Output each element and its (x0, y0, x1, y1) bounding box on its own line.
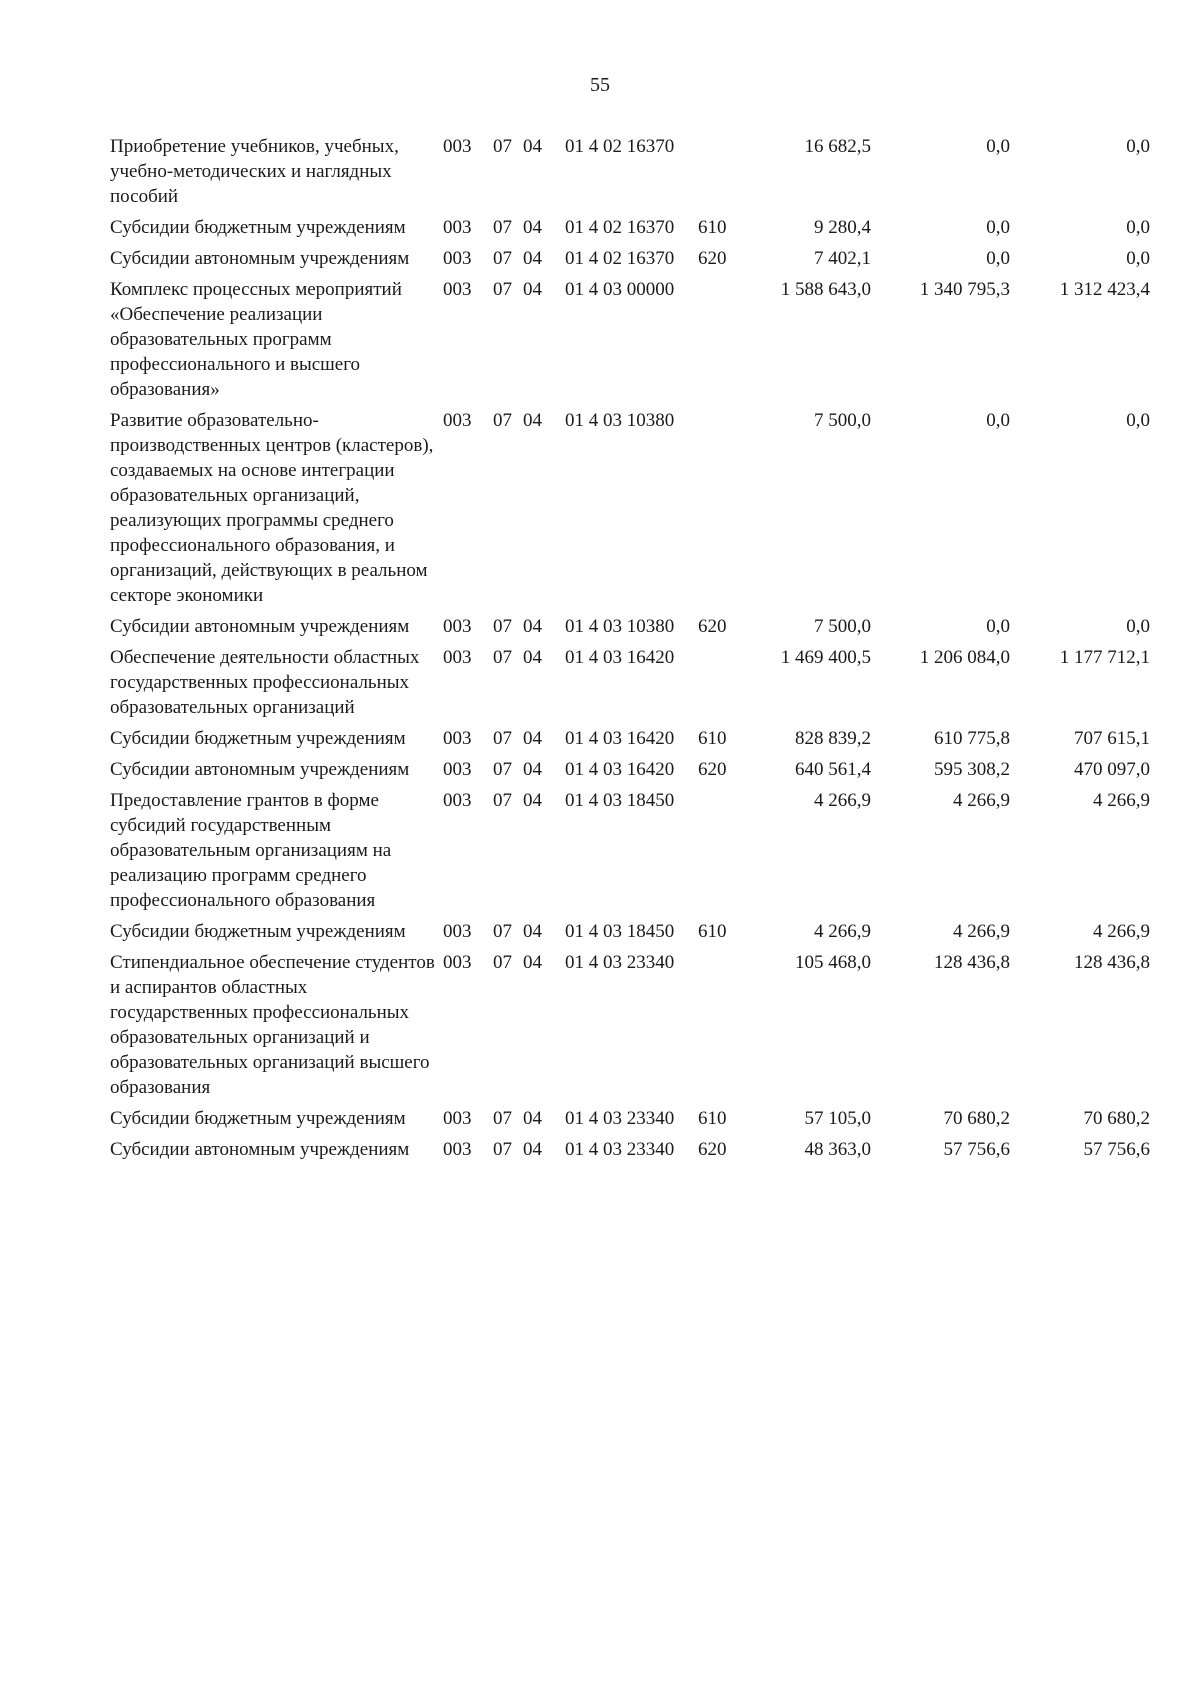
expense-type-code (696, 277, 751, 402)
amount-year-3: 4 266,9 (1093, 790, 1150, 811)
amount-year-3: 70 680,2 (1083, 1108, 1150, 1129)
expense-type-code (696, 134, 751, 209)
grbs-code: 003 (443, 136, 472, 157)
row-name: Субсидии автономным учреждениям (110, 1139, 410, 1160)
section-code: 07 (493, 759, 512, 780)
amount-year-3: 470 097,0 (1074, 759, 1150, 780)
grbs-code: 003 (443, 217, 472, 238)
expense-type-code: 620 (698, 759, 727, 780)
page-number: 55 (590, 74, 610, 96)
row-name: Комплекс процессных мероприятий «Обеспечение реализации образовательных программ профессионального и высшего образования» (110, 279, 402, 400)
grbs-code: 003 (443, 616, 472, 637)
expense-type-code: 610 (698, 1108, 727, 1129)
subsection-code: 04 (523, 790, 542, 811)
row-name: Субсидии бюджетным учреждениям (110, 921, 406, 942)
row-name: Субсидии автономным учреждениям (110, 759, 410, 780)
section-code: 07 (493, 410, 512, 431)
table-row (110, 277, 1170, 402)
amount-year-1: 48 363,0 (804, 1139, 871, 1160)
section-code: 07 (493, 790, 512, 811)
target-article-code: 01 4 03 23340 (565, 952, 675, 973)
expense-type-code: 610 (698, 921, 727, 942)
amount-year-2: 1 206 084,0 (919, 647, 1010, 668)
amount-year-1: 7 500,0 (814, 410, 871, 431)
target-article-code: 01 4 03 00000 (565, 279, 675, 300)
amount-year-2: 0,0 (986, 217, 1010, 238)
table-row (110, 1137, 1170, 1162)
amount-year-2: 4 266,9 (953, 790, 1010, 811)
expense-type-code: 620 (698, 616, 727, 637)
budget-table (110, 134, 1170, 1168)
row-name: Стипендиальное обеспечение студентов и аспирантов областных государственных профессиональных образовательных организаций и образовательных организаций высшего образования (110, 952, 435, 1098)
table-row (110, 614, 1170, 639)
amount-year-2: 595 308,2 (934, 759, 1010, 780)
target-article-code: 01 4 03 18450 (565, 921, 675, 942)
amount-year-1: 828 839,2 (795, 728, 871, 749)
row-name: Субсидии автономным учреждениям (110, 616, 410, 637)
section-code: 07 (493, 279, 512, 300)
amount-year-2: 70 680,2 (943, 1108, 1010, 1129)
grbs-code: 003 (443, 410, 472, 431)
subsection-code: 04 (523, 647, 542, 668)
amount-year-1: 4 266,9 (814, 921, 871, 942)
amount-year-2: 0,0 (986, 410, 1010, 431)
target-article-code: 01 4 03 23340 (565, 1108, 675, 1129)
grbs-code: 003 (443, 790, 472, 811)
row-name: Субсидии бюджетным учреждениям (110, 1108, 406, 1129)
amount-year-1: 640 561,4 (795, 759, 871, 780)
section-code: 07 (493, 1108, 512, 1129)
table-row (110, 134, 1170, 209)
table-row (110, 950, 1170, 1100)
row-name: Приобретение учебников, учебных, учебно-методических и наглядных пособий (110, 136, 399, 207)
grbs-code: 003 (443, 1108, 472, 1129)
target-article-code: 01 4 03 16420 (565, 759, 675, 780)
section-code: 07 (493, 217, 512, 238)
table-row (110, 215, 1170, 240)
table-row (110, 726, 1170, 751)
amount-year-3: 4 266,9 (1093, 921, 1150, 942)
subsection-code: 04 (523, 217, 542, 238)
amount-year-3: 0,0 (1126, 616, 1150, 637)
section-code: 07 (493, 248, 512, 269)
row-name: Субсидии автономным учреждениям (110, 248, 410, 269)
expense-type-code (696, 788, 751, 913)
expense-type-code: 610 (698, 217, 727, 238)
amount-year-1: 105 468,0 (795, 952, 871, 973)
target-article-code: 01 4 03 16420 (565, 728, 675, 749)
target-article-code: 01 4 02 16370 (565, 248, 675, 269)
amount-year-3: 1 177 712,1 (1059, 647, 1150, 668)
subsection-code: 04 (523, 728, 542, 749)
target-article-code: 01 4 03 16420 (565, 647, 675, 668)
grbs-code: 003 (443, 728, 472, 749)
amount-year-1: 1 469 400,5 (780, 647, 871, 668)
amount-year-2: 4 266,9 (953, 921, 1010, 942)
amount-year-3: 707 615,1 (1074, 728, 1150, 749)
row-name: Предоставление грантов в форме субсидий государственным образовательным организациям на реализацию программ среднего профессионального образования (110, 790, 392, 911)
expense-type-code (696, 408, 751, 608)
subsection-code: 04 (523, 759, 542, 780)
amount-year-2: 57 756,6 (943, 1139, 1010, 1160)
target-article-code: 01 4 02 16370 (565, 136, 675, 157)
row-name: Субсидии бюджетным учреждениям (110, 217, 406, 238)
amount-year-1: 9 280,4 (814, 217, 871, 238)
subsection-code: 04 (523, 1108, 542, 1129)
amount-year-2: 0,0 (986, 248, 1010, 269)
amount-year-1: 7 402,1 (814, 248, 871, 269)
expense-type-code (696, 950, 751, 1100)
table-row (110, 788, 1170, 913)
subsection-code: 04 (523, 1139, 542, 1160)
row-name: Развитие образовательно-производственных центров (кластеров), создаваемых на основе интеграции образовательных организаций, реализующих программы среднего профессионального образования, и организаций, действующих в реальном секторе экономики (110, 410, 434, 606)
amount-year-1: 7 500,0 (814, 616, 871, 637)
grbs-code: 003 (443, 921, 472, 942)
subsection-code: 04 (523, 248, 542, 269)
amount-year-2: 0,0 (986, 136, 1010, 157)
subsection-code: 04 (523, 616, 542, 637)
grbs-code: 003 (443, 248, 472, 269)
amount-year-3: 0,0 (1126, 136, 1150, 157)
subsection-code: 04 (523, 410, 542, 431)
table-row (110, 246, 1170, 271)
amount-year-3: 57 756,6 (1083, 1139, 1150, 1160)
section-code: 07 (493, 136, 512, 157)
subsection-code: 04 (523, 136, 542, 157)
subsection-code: 04 (523, 279, 542, 300)
expense-type-code: 610 (698, 728, 727, 749)
table-row (110, 757, 1170, 782)
row-name: Субсидии бюджетным учреждениям (110, 728, 406, 749)
target-article-code: 01 4 02 16370 (565, 217, 675, 238)
grbs-code: 003 (443, 647, 472, 668)
table-row (110, 645, 1170, 720)
target-article-code: 01 4 03 23340 (565, 1139, 675, 1160)
target-article-code: 01 4 03 10380 (565, 616, 675, 637)
amount-year-1: 1 588 643,0 (780, 279, 871, 300)
grbs-code: 003 (443, 279, 472, 300)
amount-year-3: 128 436,8 (1074, 952, 1150, 973)
expense-type-code: 620 (698, 248, 727, 269)
target-article-code: 01 4 03 18450 (565, 790, 675, 811)
amount-year-2: 128 436,8 (934, 952, 1010, 973)
target-article-code: 01 4 03 10380 (565, 410, 675, 431)
grbs-code: 003 (443, 952, 472, 973)
table-row (110, 408, 1170, 608)
table-row (110, 1106, 1170, 1131)
amount-year-2: 0,0 (986, 616, 1010, 637)
grbs-code: 003 (443, 759, 472, 780)
subsection-code: 04 (523, 952, 542, 973)
amount-year-3: 1 312 423,4 (1059, 279, 1150, 300)
amount-year-1: 4 266,9 (814, 790, 871, 811)
amount-year-3: 0,0 (1126, 217, 1150, 238)
subsection-code: 04 (523, 921, 542, 942)
amount-year-2: 610 775,8 (934, 728, 1010, 749)
amount-year-1: 16 682,5 (804, 136, 871, 157)
amount-year-3: 0,0 (1126, 410, 1150, 431)
section-code: 07 (493, 616, 512, 637)
amount-year-2: 1 340 795,3 (919, 279, 1010, 300)
row-name: Обеспечение деятельности областных государственных профессиональных образовательных организаций (110, 647, 420, 718)
section-code: 07 (493, 952, 512, 973)
expense-type-code: 620 (698, 1139, 727, 1160)
section-code: 07 (493, 921, 512, 942)
section-code: 07 (493, 1139, 512, 1160)
section-code: 07 (493, 728, 512, 749)
amount-year-3: 0,0 (1126, 248, 1150, 269)
amount-year-1: 57 105,0 (804, 1108, 871, 1129)
grbs-code: 003 (443, 1139, 472, 1160)
section-code: 07 (493, 647, 512, 668)
table-row (110, 919, 1170, 944)
expense-type-code (696, 645, 751, 720)
